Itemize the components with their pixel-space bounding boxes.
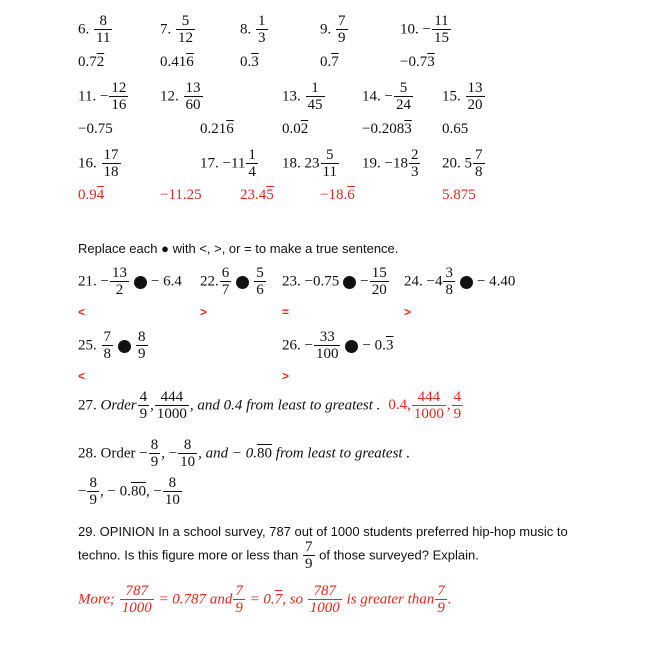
problem-number: 17.: [200, 155, 223, 172]
comparison-dot-icon: [343, 276, 356, 289]
fraction: [314, 330, 341, 362]
numerator: 12: [111, 80, 127, 96]
repeating-digits: 2: [96, 54, 105, 70]
numerator: 7: [305, 539, 313, 555]
decimal-digits: 0.0: [282, 121, 301, 137]
problem-11: [78, 81, 129, 113]
problem-number: 14.: [362, 88, 385, 105]
problem-number: 9.: [320, 21, 335, 38]
denominator: 9: [437, 600, 445, 616]
fraction: [394, 81, 413, 113]
answer-14: [362, 122, 412, 137]
numerator: 8: [150, 437, 159, 453]
compare-22-answer: >: [200, 305, 208, 319]
numerator: 4: [139, 389, 148, 405]
answer-word: More;: [78, 591, 119, 608]
sign: −: [78, 483, 87, 500]
problem-number: 27.: [78, 397, 101, 414]
problem-text: techno. Is this figure more or less than: [78, 547, 302, 563]
order-word: Order −: [100, 445, 148, 462]
numerator: 1: [248, 147, 256, 163]
denominator: 8: [445, 282, 453, 298]
denominator: 9: [89, 492, 97, 508]
fraction: [409, 148, 421, 180]
denominator: 1000: [121, 600, 152, 616]
fraction: [254, 266, 266, 298]
denominator: 9: [150, 454, 159, 470]
whole-number: 5: [464, 155, 472, 172]
problem-27: [78, 390, 464, 422]
whole-number: 11: [230, 155, 246, 172]
answer-28: [78, 476, 183, 508]
answer-7: [160, 55, 194, 70]
problem-text: of those surveyed? Explain.: [315, 547, 479, 563]
problem-number: 10.: [400, 21, 423, 38]
repeating-digits: 3: [251, 54, 259, 70]
decimal-digits: −18.: [320, 187, 348, 203]
sign: −: [99, 88, 109, 105]
problem-29-line2: [78, 540, 479, 572]
answer-text: = 0.787: [154, 591, 210, 608]
whole-number: 4: [434, 273, 443, 290]
problem-number: 7.: [160, 21, 175, 38]
denominator: 9: [139, 406, 148, 422]
fraction: [163, 476, 182, 508]
decimal-digits: −0.75: [78, 121, 113, 137]
numerator: 13: [185, 80, 201, 96]
compare-24-answer: >: [404, 305, 412, 319]
denominator: 8: [475, 164, 483, 180]
repeating-digits: 6: [226, 121, 234, 137]
sign: −: [426, 273, 435, 290]
denominator: 3: [410, 164, 419, 180]
problem-12: [160, 81, 204, 113]
repeating-digits: 5: [266, 187, 274, 203]
fraction: [178, 438, 197, 470]
comparison-dot-icon: [118, 340, 131, 353]
problem-8: [240, 14, 269, 46]
repeating-digits: 4: [96, 187, 105, 203]
fraction: [435, 584, 447, 616]
fraction: [136, 330, 148, 362]
problem-number: 23.: [282, 273, 305, 290]
instruction-text: Replace each ● with <, >, or = to make a true sentence.: [78, 241, 399, 256]
denominator: 6: [256, 282, 264, 298]
decimal-digits: 0.7: [78, 54, 97, 70]
problem-number: 6.: [78, 21, 93, 38]
sign: −: [384, 155, 393, 172]
repeating-digits: 2: [300, 121, 309, 137]
fraction: [233, 584, 245, 616]
denominator: 100: [315, 346, 339, 362]
denominator: 1000: [309, 600, 340, 616]
problem-10: [400, 14, 452, 46]
compare-24: [404, 266, 515, 298]
denominator: 18: [103, 164, 119, 180]
denominator: 20: [467, 97, 483, 113]
decimal-digits: 0.21: [200, 121, 227, 137]
problem-number: 26.: [282, 337, 305, 354]
fraction: [94, 14, 112, 46]
fraction: [303, 540, 315, 572]
fraction: [220, 266, 232, 298]
period: .: [447, 591, 452, 608]
decimal-digits: 5.875: [442, 187, 476, 203]
fraction: [443, 266, 455, 298]
answer-13: [282, 122, 308, 137]
problem-number: 8.: [240, 21, 255, 38]
fraction: [87, 476, 99, 508]
answer-text: = 0.: [245, 591, 275, 608]
left-value: −0.75: [304, 273, 340, 290]
numerator: 13: [467, 80, 483, 96]
denominator: 1000: [156, 406, 187, 422]
fraction: [412, 390, 446, 422]
repeating-digits: 7: [331, 54, 339, 70]
problem-number: 16.: [78, 155, 101, 172]
problem-28: [78, 438, 410, 470]
fraction: [102, 148, 121, 180]
repeating-digits: 3: [427, 54, 435, 70]
fraction: [370, 266, 389, 298]
answer-9: [320, 55, 339, 70]
whole-number: 18: [392, 155, 408, 172]
denominator: 3: [258, 30, 266, 46]
compare-22: [200, 266, 267, 298]
numerator: 2: [410, 147, 419, 163]
separator: , −: [161, 445, 178, 462]
compare-25: [78, 330, 149, 362]
denominator: 9: [305, 556, 313, 572]
numerator: 4: [453, 389, 462, 405]
numerator: 11: [434, 13, 449, 29]
denominator: 9: [138, 346, 146, 362]
decimal-digits: 23.4: [240, 187, 267, 203]
numerator: 7: [103, 329, 111, 345]
numerator: 787: [313, 583, 337, 599]
problem-number: 18.: [282, 155, 305, 172]
denominator: 9: [338, 30, 346, 46]
problem-number: 15.: [442, 88, 465, 105]
answer-text: , − 0.: [99, 483, 131, 500]
problem-19: [362, 148, 421, 180]
fraction: [109, 81, 128, 113]
comparison-dot-icon: [345, 340, 358, 353]
problem-number: 28.: [78, 445, 101, 462]
fraction: [306, 81, 325, 113]
compare-26-answer: >: [282, 369, 290, 383]
repeating-digits: 3: [404, 121, 412, 137]
problem-number: 25.: [78, 337, 101, 354]
comma: ,: [446, 397, 451, 414]
denominator: 60: [185, 97, 201, 113]
fraction: [110, 266, 129, 298]
answer-11: [78, 122, 113, 137]
fraction: [256, 14, 268, 46]
fraction: [138, 390, 150, 422]
problem-20: [442, 148, 486, 180]
problem-text: from least to greatest .: [272, 445, 411, 462]
fraction: [184, 81, 203, 113]
numerator: 8: [138, 329, 146, 345]
denominator: 16: [111, 97, 127, 113]
fraction: [102, 330, 114, 362]
problem-number: 19.: [362, 155, 385, 172]
problem-15: [442, 81, 486, 113]
answer-15: [442, 122, 468, 137]
repeating-digits: 3: [385, 337, 394, 354]
numerator: 444: [417, 389, 441, 405]
numerator: 5: [181, 13, 190, 29]
fraction: [149, 438, 161, 470]
denominator: 20: [371, 282, 387, 298]
answer-16: [78, 188, 104, 203]
fraction: [473, 148, 485, 180]
numerator: 7: [235, 583, 243, 599]
numerator: 7: [437, 583, 445, 599]
compare-23-answer: =: [282, 305, 290, 319]
sign: −: [422, 21, 431, 38]
fraction: [452, 390, 464, 422]
fraction: [155, 390, 189, 422]
problem-number: 13.: [282, 88, 305, 105]
denominator: 8: [103, 346, 111, 362]
problem-29-line1: 29. OPINION In a school survey, 787 out of 1000 students preferred hip-hop music to: [78, 524, 568, 539]
right-value: − 0.: [362, 337, 386, 354]
answer-text: , so: [282, 591, 307, 608]
problem-6: [78, 14, 113, 46]
numerator: 13: [111, 265, 127, 281]
fraction: [466, 81, 485, 113]
compare-23: [282, 266, 390, 298]
decimal-digits: 0.9: [78, 187, 97, 203]
answer-27: [388, 389, 464, 422]
denominator: 12: [178, 30, 193, 46]
compare-21-answer: <: [78, 305, 86, 319]
problem-number: 21.: [78, 273, 101, 290]
sign: −: [100, 273, 109, 290]
problem-number: 12.: [160, 88, 183, 105]
numerator: 1: [258, 13, 266, 29]
denominator: 9: [453, 406, 462, 422]
numerator: 5: [325, 147, 334, 163]
denominator: 10: [164, 492, 180, 508]
denominator: 11: [322, 164, 337, 180]
compare-26: [282, 330, 393, 362]
sign: −: [384, 88, 393, 105]
denominator: 7: [221, 282, 230, 298]
numerator: 6: [221, 265, 230, 281]
whole-number: 23: [304, 155, 320, 172]
numerator: 7: [338, 13, 346, 29]
right-value: − 6.4: [150, 273, 182, 290]
numerator: 33: [319, 329, 335, 345]
problem-number: 20.: [442, 155, 465, 172]
numerator: 8: [99, 13, 107, 29]
compare-25-answer: <: [78, 369, 86, 383]
sign: −: [304, 337, 313, 354]
problem-17: [200, 148, 259, 180]
fraction: [432, 14, 451, 46]
sign: −: [222, 155, 231, 172]
repeating-digits: 80: [257, 445, 273, 462]
denominator: 11: [96, 30, 111, 46]
numerator: 17: [103, 147, 119, 163]
numerator: 3: [445, 265, 453, 281]
comparison-dot-icon: [134, 276, 147, 289]
denominator: 45: [307, 97, 323, 113]
numerator: 8: [89, 475, 97, 491]
separator: , −: [145, 483, 162, 500]
numerator: 5: [256, 265, 264, 281]
answer-29: [78, 584, 452, 616]
decimal-digits: −11.25: [160, 187, 202, 203]
decimal-digits: 0.65: [442, 121, 469, 137]
answer-lead: 0.4,: [388, 397, 411, 414]
decimal-digits: −0.7: [400, 54, 428, 70]
problem-14: [362, 81, 414, 113]
numerator: 787: [125, 583, 148, 599]
numerator: 5: [399, 80, 408, 96]
answer-text: and: [209, 591, 233, 608]
sign: −: [360, 273, 369, 290]
fraction: [308, 584, 342, 616]
repeating-digits: 7: [274, 591, 283, 608]
compare-21: [78, 266, 182, 298]
fraction: [321, 148, 339, 180]
answer-8: [240, 55, 259, 70]
problem-number: 24.: [404, 273, 427, 290]
answer-19: [320, 188, 355, 203]
repeating-digits: 80: [130, 483, 146, 500]
denominator: 9: [235, 600, 243, 616]
numerator: 7: [475, 147, 483, 163]
repeating-digits: 6: [347, 187, 355, 203]
right-value: − 4.40: [476, 273, 516, 290]
answer-text: is greater than: [342, 591, 435, 608]
decimal-digits: 0.: [320, 54, 332, 70]
problem-18: [282, 148, 340, 180]
answer-6: [78, 55, 104, 70]
numerator: 8: [183, 437, 192, 453]
denominator: 10: [180, 454, 196, 470]
decimal-digits: −0.208: [362, 121, 405, 137]
numerator: 1: [311, 80, 319, 96]
problem-text: , and 0.4 from least to greatest .: [189, 397, 381, 414]
answer-17: [160, 188, 202, 203]
decimal-digits: 0.41: [160, 54, 187, 70]
repeating-digits: 6: [186, 54, 194, 70]
fraction: [246, 148, 258, 180]
comparison-dot-icon: [460, 276, 473, 289]
problem-13: [282, 81, 326, 113]
fraction: [120, 584, 154, 616]
answer-18: [240, 188, 274, 203]
denominator: 4: [248, 164, 256, 180]
numerator: 444: [160, 389, 184, 405]
numerator: 8: [168, 475, 177, 491]
answer-10: [400, 55, 435, 70]
problem-16: [78, 148, 122, 180]
answer-20: [442, 188, 476, 203]
problem-7: [160, 14, 196, 46]
fraction: [336, 14, 348, 46]
order-word: Order: [100, 397, 137, 414]
denominator: 15: [433, 30, 449, 46]
numerator: 15: [371, 265, 387, 281]
problem-number: 22.: [200, 273, 219, 290]
denominator: 2: [110, 281, 129, 298]
comparison-dot-icon: [236, 276, 249, 289]
denominator: 1000: [413, 406, 444, 422]
problem-number: 11.: [78, 88, 100, 105]
answer-12: [200, 122, 234, 137]
denominator: 24: [395, 97, 411, 113]
comma: ,: [150, 397, 154, 414]
problem-9: [320, 14, 349, 46]
problem-text: , and − 0.: [198, 445, 258, 462]
decimal-digits: 0.: [240, 54, 252, 70]
fraction: [176, 14, 195, 46]
